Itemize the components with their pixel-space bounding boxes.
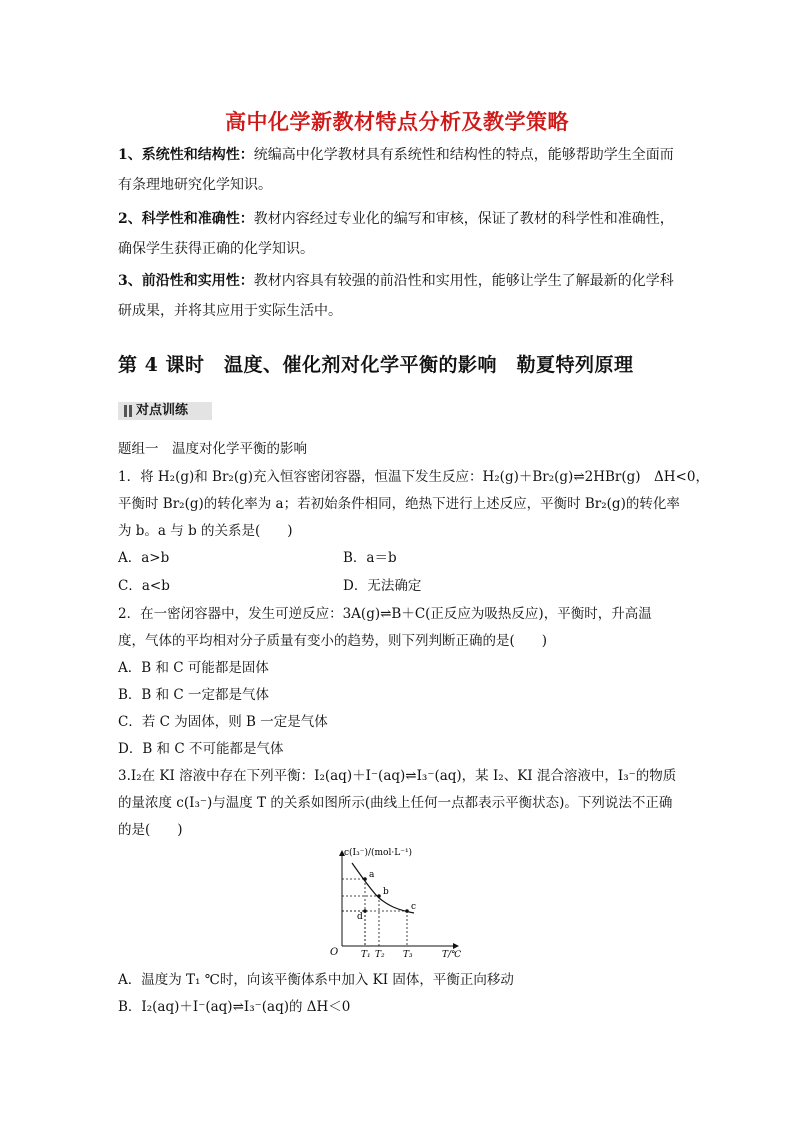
point-c — [405, 909, 409, 913]
point-a — [363, 877, 367, 881]
intro-item-lead: 2、科学性和准确性： — [118, 211, 254, 227]
q3-option-b: B．I₂(aq)＋I⁻(aq)⇌I₃⁻(aq)的 ΔH＜0 — [118, 999, 351, 1015]
q1-line-3: 为 b。a 与 b 的关系是( ) — [118, 523, 293, 539]
q1-option-c: C．a<b — [118, 578, 170, 594]
point-d — [363, 909, 367, 913]
q1-line-1: 1．将 H₂(g)和 Br₂(g)充入恒容密闭容器，恒温下发生反应：H₂(g)＋Br₂(g)⇌2HBr(g) ΔH<0， — [118, 469, 709, 485]
intro-item-text: 教材内容具有较强的前沿性和实用性，能够让学生了解最新的化学科 — [253, 273, 674, 289]
q1-option-b: B．a＝b — [343, 550, 397, 566]
chart-svg — [318, 843, 478, 963]
tag-bar-icon — [129, 405, 132, 417]
point-label-b: b — [383, 887, 389, 897]
intro-item-text-cont: 研成果，并将其应用于实际生活中。 — [118, 303, 342, 319]
q2-option-b: B．B 和 C 一定都是气体 — [118, 687, 270, 703]
point-label-c: c — [411, 902, 417, 912]
concentration-temperature-chart — [318, 843, 478, 963]
intro-item-text: 教材内容经过专业化的编写和审核，保证了教材的科学性和准确性， — [253, 211, 674, 227]
q1-option-a: A．a>b — [118, 550, 170, 566]
q2-option-c: C．若 C 为固体，则 B 一定是气体 — [118, 714, 328, 730]
q2-line-2: 度，气体的平均相对分子质量有变小的趋势，则下列判断正确的是( ) — [118, 633, 548, 649]
q3-line-1: 3.I₂在 KI 溶液中存在下列平衡：I₂(aq)＋I⁻(aq)⇌I₃⁻(aq)，某 I₂、KI 混合溶液中，I₃⁻的物质 — [118, 768, 677, 784]
q2-line-1: 2．在一密闭容器中，发生可逆反应：3A(g)⇌B＋C(正反应为吸热反应)，平衡时，升高温 — [118, 606, 652, 622]
x-tick-label-1: T₁ — [361, 950, 371, 960]
q3-option-a: A．温度为 T₁ ℃时，向该平衡体系中加入 KI 固体，平衡正向移动 — [118, 972, 514, 988]
x-tick-label-2: T₂ — [375, 950, 385, 960]
intro-item-3 — [118, 266, 678, 326]
section-tag-label: 对点训练 — [136, 403, 189, 418]
question-group-title: 题组一 温度对化学平衡的影响 — [118, 441, 307, 457]
x-tick-label-3: T₃ — [403, 950, 413, 960]
q1-line-2: 平衡时 Br₂(g)的转化率为 a；若初始条件相同，绝热下进行上述反应，平衡时 Br₂(g)的转化率 — [118, 496, 680, 512]
lesson-title: 第 4 课时 温度、催化剂对化学平衡的影响 勒夏特列原理 — [118, 354, 634, 376]
intro-item-text-cont: 确保学生获得正确的化学知识。 — [118, 241, 314, 257]
point-b — [377, 894, 381, 898]
point-label-a: a — [369, 870, 375, 880]
intro-item-lead: 1、系统性和结构性： — [118, 147, 254, 163]
origin-label: O — [330, 947, 339, 958]
q3-line-3: 的是( ) — [118, 822, 183, 838]
q2-option-a: A．B 和 C 可能都是固体 — [118, 660, 269, 676]
y-axis-label: c(I₃⁻)/(mol·L⁻¹) — [344, 848, 413, 858]
point-label-d: d — [357, 912, 363, 922]
intro-item-text: 统编高中化学教材具有系统性和结构性的特点，能够帮助学生全面而 — [253, 147, 674, 163]
intro-item-2 — [118, 204, 678, 264]
intro-item-lead: 3、前沿性和实用性： — [118, 273, 254, 289]
page-title: 高中化学新教材特点分析及教学策略 — [225, 109, 569, 134]
q3-line-2: 的量浓度 c(I₃⁻)与温度 T 的关系如图所示(曲线上任何一点都表示平衡状态)。下列说法不正确 — [118, 795, 673, 811]
intro-item-text-cont: 有条理地研究化学知识。 — [118, 177, 272, 193]
q1-option-d: D．无法确定 — [343, 578, 422, 594]
q2-option-d: D．B 和 C 不可能都是气体 — [118, 741, 284, 757]
tag-bar-icon — [124, 405, 127, 417]
section-tag — [118, 402, 212, 420]
intro-item-1 — [118, 140, 678, 200]
x-axis-label: T/℃ — [442, 950, 462, 960]
